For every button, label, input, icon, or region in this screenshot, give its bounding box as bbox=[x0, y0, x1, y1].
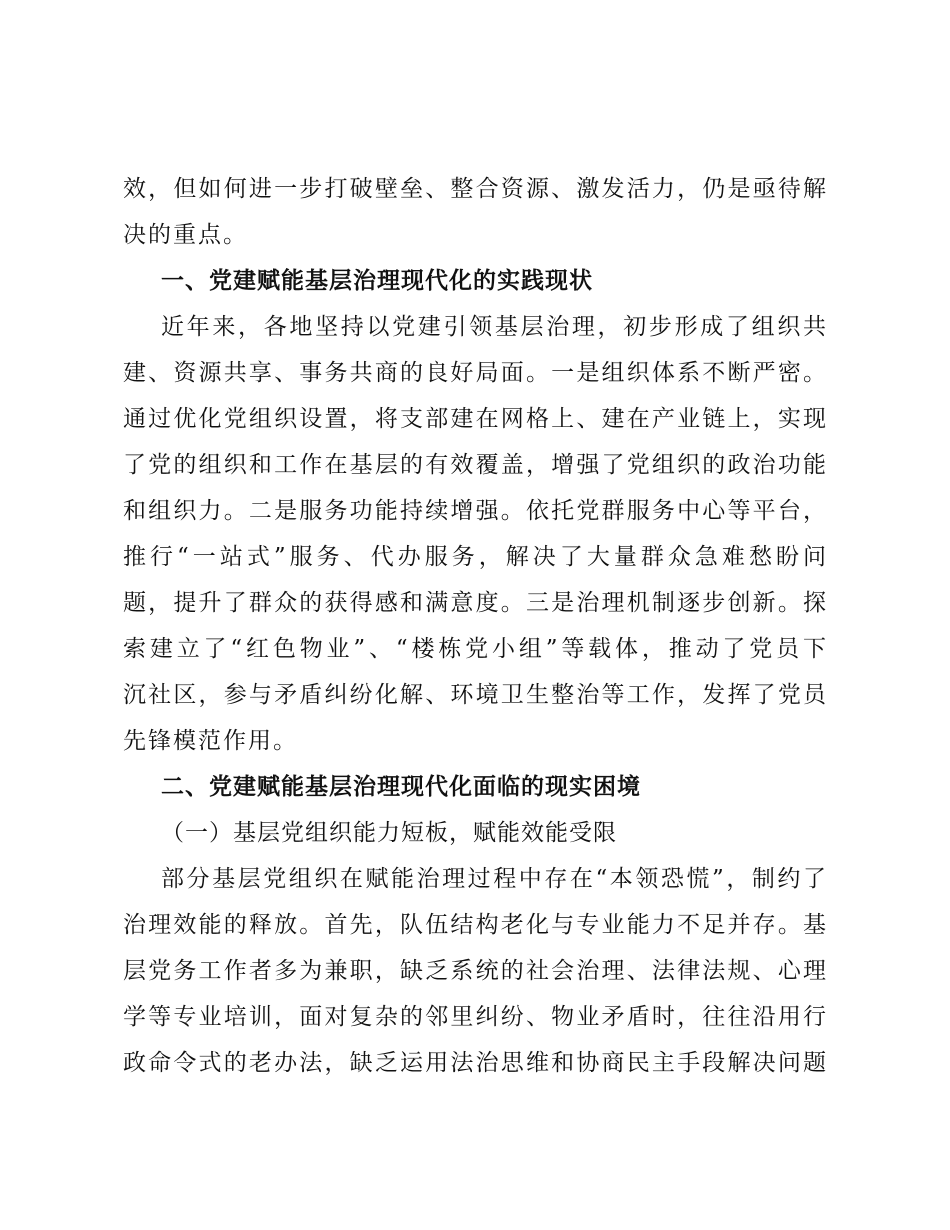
paragraph-line: 治理效能的释放。首先，队伍结构老化与专业能力不足并存。基 bbox=[123, 912, 828, 938]
paragraph-line: 近年来，各地坚持以党建引领基层治理，初步形成了组织共 bbox=[161, 314, 828, 340]
paragraph-line: 推行“一站式”服务、代办服务，解决了大量群众急难愁盼问 bbox=[123, 544, 828, 570]
subsection-heading: （一）基层党组织能力短板，赋能效能受限 bbox=[161, 820, 617, 846]
paragraph-line: 效，但如何进一步打破壁垒、整合资源、激发活力，仍是亟待解 bbox=[123, 176, 828, 202]
section-heading: 二、党建赋能基层治理现代化面临的现实困境 bbox=[161, 774, 641, 800]
document-body bbox=[123, 166, 828, 1086]
paragraph-line: 学等专业培训，面对复杂的邻里纠纷、物业矛盾时，往往沿用行 bbox=[123, 1004, 828, 1030]
paragraph-line: 题，提升了群众的获得感和满意度。三是治理机制逐步创新。探 bbox=[123, 590, 828, 616]
paragraph-line: 通过优化党组织设置，将支部建在网格上、建在产业链上，实现 bbox=[123, 406, 828, 432]
paragraph-line: 层党务工作者多为兼职，缺乏系统的社会治理、法律法规、心理 bbox=[123, 958, 828, 984]
paragraph-line: 政命令式的老办法，缺乏运用法治思维和协商民主手段解决问题 bbox=[123, 1050, 828, 1076]
paragraph-line: 建、资源共享、事务共商的良好局面。一是组织体系不断严密。 bbox=[123, 360, 828, 386]
section-heading: 一、党建赋能基层治理现代化的实践现状 bbox=[161, 268, 593, 294]
paragraph-line: 部分基层党组织在赋能治理过程中存在“本领恐慌”，制约了 bbox=[161, 866, 828, 892]
paragraph-line: 了党的组织和工作在基层的有效覆盖，增强了党组织的政治功能 bbox=[123, 452, 828, 478]
paragraph-line: 先锋模范作用。 bbox=[123, 728, 298, 754]
paragraph-line: 沉社区，参与矛盾纠纷化解、环境卫生整治等工作，发挥了党员 bbox=[123, 682, 828, 708]
paragraph-line: 和组织力。二是服务功能持续增强。依托党群服务中心等平台， bbox=[123, 498, 828, 524]
paragraph-line: 决的重点。 bbox=[123, 222, 248, 248]
paragraph-line: 索建立了“红色物业”、“楼栋党小组”等载体，推动了党员下 bbox=[123, 636, 828, 662]
